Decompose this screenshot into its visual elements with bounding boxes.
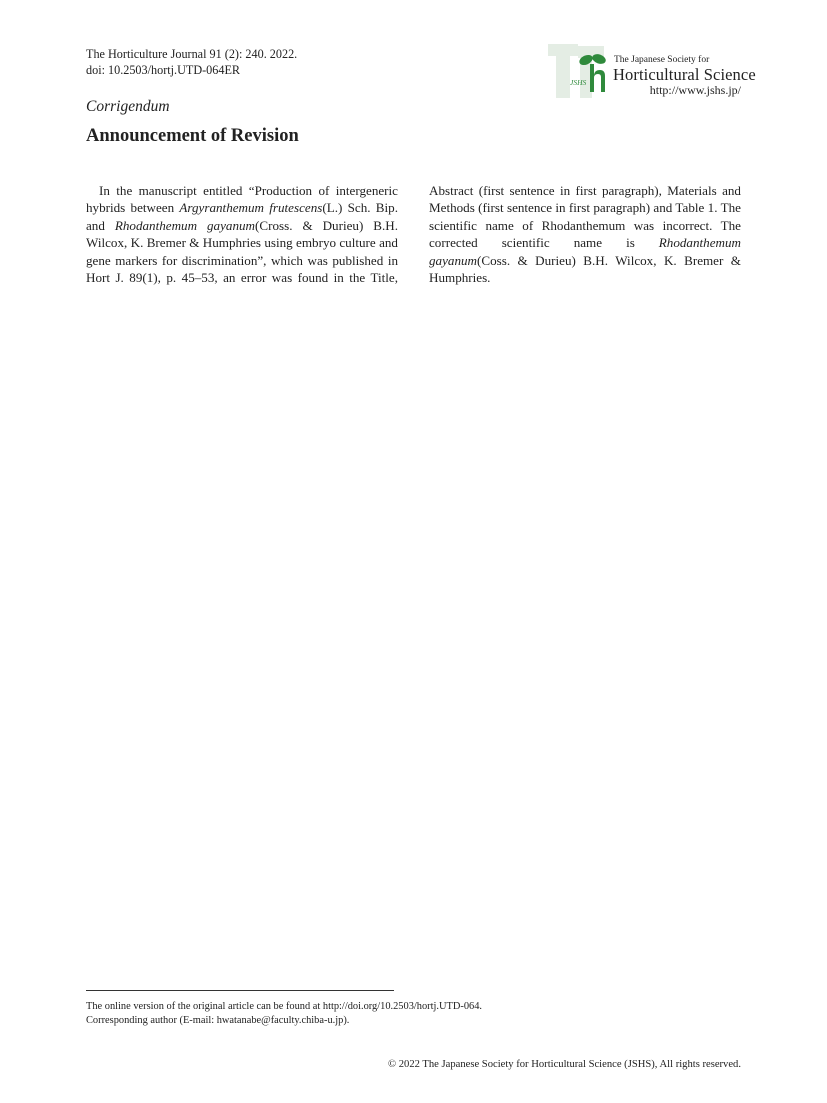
body-text: “Production (248, 183, 319, 198)
body-text: entitled (203, 183, 249, 198)
body-text: Materials (667, 183, 723, 198)
body-text: Sch. (347, 200, 376, 216)
logo-society-line: The Japanese Society for (614, 55, 710, 65)
article-title: Announcement of Revision (86, 126, 299, 146)
body-text: incorrect. (662, 217, 721, 233)
body-text: Humphries. (429, 270, 491, 286)
body-text: and (653, 200, 676, 216)
body-text: (Cross. (255, 217, 303, 233)
species-name: frutescens (269, 200, 323, 216)
body-text: was (633, 217, 663, 233)
body-text: gene (86, 252, 116, 268)
body-text: In (99, 183, 117, 198)
body-text: 89(1), (129, 270, 167, 286)
body-text: & (730, 252, 741, 268)
article-type: Corrigendum (86, 98, 170, 115)
body-text: Table (675, 200, 708, 216)
body-text: name (573, 235, 627, 251)
body-text: B.H. (373, 217, 398, 233)
body-text: B.H. (583, 252, 616, 268)
journal-meta (86, 46, 297, 78)
body-text: error (240, 270, 272, 286)
body-text: Hort (86, 270, 116, 286)
body-text: Abstract (429, 183, 479, 198)
society-logo[interactable] (546, 42, 756, 100)
body-text: was (307, 252, 333, 268)
body-text: Humphries (202, 235, 265, 251)
body-text: & (302, 217, 323, 233)
body-column-right (429, 182, 741, 286)
body-text: The (720, 200, 741, 216)
body-text: K. (130, 235, 147, 251)
body-text: (Coss. (477, 252, 518, 268)
body-column-left (86, 182, 398, 286)
body-text: paragraph), (601, 183, 668, 198)
body-text: corrected (429, 235, 502, 251)
body-text: is (626, 235, 659, 251)
body-paragraph (429, 182, 741, 286)
species-name: Rhodanthemum (114, 217, 207, 233)
body-text: in (333, 270, 350, 286)
body-text: Durieu) (322, 217, 374, 233)
body-text: of (318, 183, 336, 198)
body-text: name (485, 217, 523, 233)
body-text: discrimination”, (181, 252, 271, 268)
body-text: the (116, 183, 139, 198)
species-name: Argyranthemum (179, 200, 270, 216)
body-text: Title, (370, 270, 399, 286)
jshs-sprout-logo-icon (546, 42, 608, 100)
body-text: (first (478, 183, 510, 198)
logo-mark-text: JSHS (570, 78, 587, 87)
body-text: an (223, 270, 241, 286)
journal-citation: The Horticulture Journal 91 (2): 240. 2022. (86, 47, 298, 61)
body-text: first (575, 183, 602, 198)
body-text: and (379, 235, 398, 251)
body-text: sentence (509, 183, 560, 198)
body-text: & (189, 235, 203, 251)
species-name: gayanum (429, 252, 478, 268)
body-text: Wilcox, (86, 235, 131, 251)
body-text: was (271, 270, 298, 286)
body-text: published (332, 252, 388, 268)
footnote-rule (86, 990, 394, 991)
body-text: scientific (429, 217, 486, 233)
species-name: gayanum (207, 217, 256, 233)
article-doi: doi: 10.2503/hortj.UTD-064ER (86, 63, 241, 77)
body-text: found (297, 270, 334, 286)
body-text: in (387, 252, 398, 268)
body-text: Durieu) (535, 252, 584, 268)
body-paragraph (86, 182, 398, 286)
logo-url[interactable]: http://www.jshs.jp/ (649, 83, 741, 97)
body-text: Methods (429, 200, 479, 216)
body-text: (first (478, 200, 507, 216)
copyright-notice: © 2022 The Japanese Society for Horticultural Science (JSHS), All rights reserved. (388, 1059, 741, 1070)
body-text: K. (663, 252, 685, 268)
body-text: The (720, 217, 741, 233)
body-text: scientific (501, 235, 574, 251)
body-text: & (517, 252, 536, 268)
body-text: Bip. (375, 200, 398, 216)
body-text: for (161, 252, 182, 268)
body-text: (L.) (322, 200, 348, 216)
body-text: manuscript (138, 183, 204, 198)
body-text: and (86, 217, 115, 233)
body-text: paragraph) (593, 200, 654, 216)
body-text: in (559, 183, 576, 198)
body-text: Bremer (146, 235, 190, 251)
footnotes (86, 1000, 482, 1028)
body-text: which (270, 252, 308, 268)
body-text: sentence (506, 200, 556, 216)
body-text: culture (339, 235, 380, 251)
body-text: 1. (707, 200, 721, 216)
body-text: embryo (296, 235, 340, 251)
species-name: Rhodanthemum (658, 235, 741, 251)
body-text: in (555, 200, 569, 216)
body-text: hybrids (86, 200, 131, 216)
body-text: of (522, 217, 542, 233)
body-text: using (264, 235, 297, 251)
body-text: Rhodanthemum (541, 217, 634, 233)
body-text: Wilcox, (615, 252, 664, 268)
body-text: first (568, 200, 594, 216)
footnote-corresponding-author: Corresponding author (E-mail: hwatanabe@faculty.chiba-u.jp). (86, 1015, 350, 1026)
body-text: markers (115, 252, 162, 268)
body-text: the (349, 270, 371, 286)
body-text: 45–53, (181, 270, 224, 286)
body-text: between (130, 200, 180, 216)
body-text: intergeneric (335, 183, 398, 198)
body-text: Bremer (684, 252, 731, 268)
body-text: J. (115, 270, 130, 286)
logo-society-name: Horticultural Science (613, 65, 756, 84)
body-text: p. (166, 270, 182, 286)
footnote-online-version: The online version of the original article can be found at http://doi.org/10.2503/hortj.UTD-064. (86, 1001, 483, 1012)
body-text: and (722, 183, 741, 198)
